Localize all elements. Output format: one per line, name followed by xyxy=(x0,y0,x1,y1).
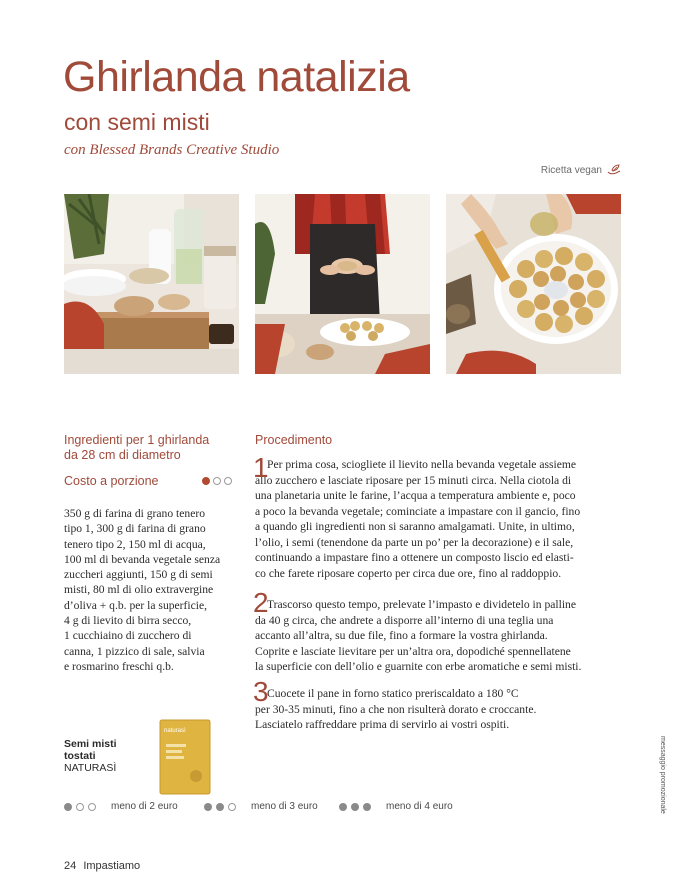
ingredient-line: 4 g di lievito di birra secco, xyxy=(64,614,192,628)
legend-dots xyxy=(339,803,371,811)
photo-shaping-dough xyxy=(255,194,430,374)
legend-dots xyxy=(204,803,236,811)
step-line: una planetaria unite le farine, l’acqua a temperatura ambiente e, poco xyxy=(255,489,576,502)
step-line: co che farete riposare coperto per circa due ore, fino al raddoppio. xyxy=(255,566,562,580)
step-number: 3 xyxy=(253,676,269,707)
legend-dot-filled xyxy=(363,803,371,811)
ingredient-line: 1 cucchiaino di zucchero di xyxy=(64,629,192,643)
ingredients-list xyxy=(64,506,240,674)
legend-label: meno di 4 euro xyxy=(386,801,453,812)
step-line: a quando gli ingredienti non si saranno amalgamati. Unite, in ultimo, xyxy=(255,520,575,533)
legend-dot-empty xyxy=(76,803,84,811)
legend-label: meno di 2 euro xyxy=(111,801,178,812)
section-name: Impastiamo xyxy=(83,860,141,872)
product-package-image xyxy=(158,718,212,796)
page-title: Ghirlanda natalizia xyxy=(63,53,410,101)
ingredient-line: 100 ml di bevanda vegetale senza xyxy=(64,552,221,566)
step-line: Lasciatelo raffreddare prima di servirlo ai vostri ospiti. xyxy=(255,718,510,731)
photo-brushing-oil xyxy=(446,194,621,374)
step-line: a poco la bevanda vegetale; cominciate a impastare con il gancio, fino xyxy=(255,504,581,518)
legend-dot-filled xyxy=(204,803,212,811)
cost-legend-item xyxy=(339,801,453,812)
step-line: Trascorso questo tempo, prelevate l’impasto e dividetelo in palline xyxy=(267,598,576,611)
legend-dot-filled xyxy=(351,803,359,811)
promo-side-note-text: messaggio promozionale xyxy=(659,736,666,814)
legend-dot-empty xyxy=(228,803,236,811)
product-label xyxy=(64,738,117,774)
step-line: continuando a impastare fino a ottenere un composto liscio ed elasti- xyxy=(255,551,574,564)
step-line: Per prima cosa, sciogliete il lievito nella bevanda vegetale assieme xyxy=(267,458,577,471)
product-brand: NATURASÌ xyxy=(64,762,117,774)
credit-line: con Blessed Brands Creative Studio xyxy=(64,142,280,158)
legend-label: meno di 3 euro xyxy=(251,801,318,812)
promo-side-note xyxy=(656,736,668,816)
photo-ingredients xyxy=(64,194,239,374)
ingredient-line: canna, 1 pizzico di sale, salvia xyxy=(64,644,205,658)
page-number: 24 xyxy=(64,860,77,872)
step-line: la superficie con dell’olio e guarnite con erbe aromatiche e semi misti. xyxy=(255,660,582,673)
product-name-line: Semi misti xyxy=(64,738,117,750)
product-package-brand: naturasì xyxy=(164,728,186,734)
ingredient-line: e rosmarino freschi q.b. xyxy=(64,659,174,673)
procedure-step-1 xyxy=(253,452,627,581)
cost-per-portion xyxy=(64,474,232,488)
ingredients-heading-line: Ingredienti per 1 ghirlanda xyxy=(64,433,210,447)
legend-dots xyxy=(64,803,96,811)
legend-dot-filled xyxy=(216,803,224,811)
vegan-label: Ricetta vegan xyxy=(540,164,602,176)
legend-dot-empty xyxy=(88,803,96,811)
cost-legend-item xyxy=(204,801,318,812)
step-number: 1 xyxy=(253,452,269,483)
cost-label: Costo a porzione xyxy=(64,474,159,488)
step-line: l’olio, i semi (tenendone da parte un po’ per la decorazione) e il sale, xyxy=(255,535,574,549)
step-line: Coprite e lasciate lievitare per un’altra ora, dopodiché spennellatene xyxy=(255,644,571,658)
procedure-step-3 xyxy=(253,676,627,733)
step-number: 2 xyxy=(253,587,269,618)
cost-dot-filled xyxy=(202,477,210,485)
cost-legend-item xyxy=(64,801,178,812)
vegan-badge xyxy=(541,164,622,176)
ingredients-heading-line: da 28 cm di diametro xyxy=(64,448,181,462)
ingredient-line: tipo 1, 300 g di farina di grano xyxy=(64,522,206,536)
page-footer xyxy=(64,860,140,872)
legend-dot-filled xyxy=(339,803,347,811)
cost-dot-empty xyxy=(213,477,221,485)
ingredient-line: 350 g di farina di grano tenero xyxy=(64,507,206,520)
step-line: Cuocete il pane in forno statico preriscaldato a 180 °C xyxy=(267,687,519,700)
procedure-heading: Procedimento xyxy=(255,433,333,447)
legend-dot-filled xyxy=(64,803,72,811)
ingredient-line: zuccheri aggiunti, 150 g di semi xyxy=(64,568,213,582)
step-line: da 40 g circa, che andrete a disporre all’interno di una teglia una xyxy=(255,613,554,627)
page-subtitle: con semi misti xyxy=(64,109,210,135)
step-line: allo zucchero e lasciate riposare per 15 minuti circa. Nella ciotola di xyxy=(255,473,572,487)
leaf-hand-icon xyxy=(606,164,622,176)
step-line: per 30-35 minuti, fino a che non risulterà dorato e croccante. xyxy=(255,702,537,716)
cost-rating xyxy=(202,477,232,485)
product-name-line: tostati xyxy=(64,750,96,762)
cost-dot-empty xyxy=(224,477,232,485)
ingredient-line: d’oliva + q.b. per la superficie, xyxy=(64,598,208,612)
ingredient-line: misti, 80 ml di olio extravergine xyxy=(64,583,214,597)
ingredients-heading xyxy=(64,433,234,463)
ingredient-line: tenero tipo 2, 150 ml di acqua, xyxy=(64,537,206,551)
procedure-step-2 xyxy=(253,587,627,675)
step-line: accanto all’altra, su due file, fino a formare la vostra ghirlanda. xyxy=(255,629,548,642)
